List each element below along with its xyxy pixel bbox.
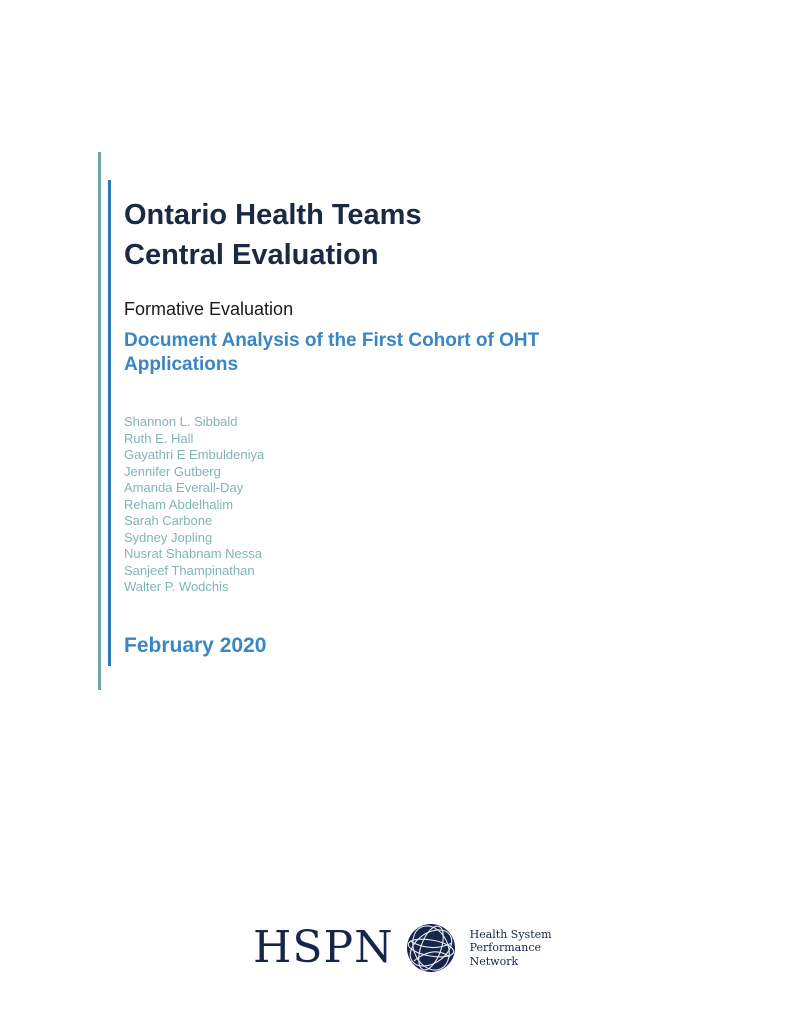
title-line-1: Ontario Health Teams: [124, 199, 422, 231]
author-name: Amanda Everall-Day: [124, 480, 244, 495]
logo-tagline-line: Health System: [469, 927, 552, 941]
decorative-bar-inner: [108, 180, 111, 666]
decorative-bar-outer: [98, 152, 101, 690]
hspn-logo: [253, 921, 552, 975]
author-name: Nusrat Shabnam Nessa: [124, 546, 263, 561]
author-name: Sydney Jopling: [124, 529, 213, 545]
author-name: Sarah Carbone: [124, 513, 213, 528]
document-subtitle: Formative Evaluation: [124, 299, 294, 319]
author-name: Gayathri E Embuldeniya: [124, 447, 265, 462]
author-name: Sanjeef Thampinathan: [124, 562, 255, 578]
publication-date: February 2020: [124, 634, 267, 657]
logo-tagline-line: Network: [469, 954, 519, 968]
document-heading: Document Analysis of the First Cohort of OHT Applications: [124, 330, 540, 375]
logo-wordmark: HSPN: [253, 922, 394, 973]
author-name: Reham Abdelhalim: [124, 496, 234, 512]
logo-tagline: [470, 928, 552, 969]
author-list: [124, 414, 264, 596]
author-name: Ruth E. Hall: [124, 430, 194, 446]
author-name: Walter P. Wodchis: [124, 579, 229, 594]
author-name: Jennifer Gutberg: [124, 463, 221, 479]
document-title: [124, 195, 422, 275]
title-line-2: Central Evaluation: [124, 239, 379, 271]
author-name: Shannon L. Sibbald: [124, 414, 238, 429]
globe-icon: [406, 923, 456, 973]
logo-tagline-line: Performance: [469, 941, 541, 955]
